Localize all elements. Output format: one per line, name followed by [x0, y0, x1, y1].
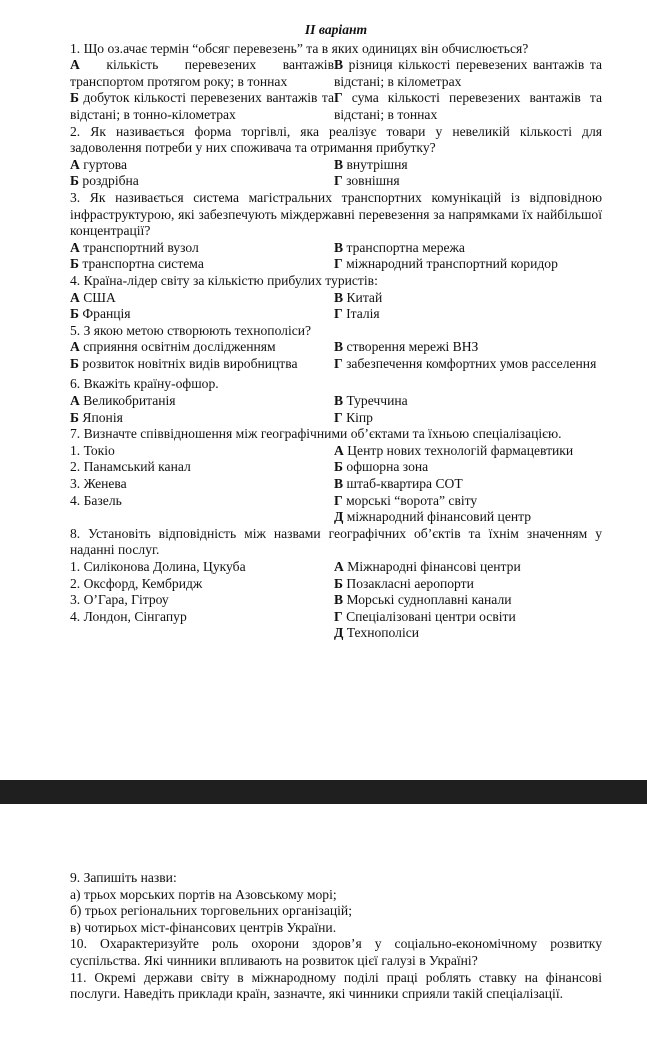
worksheet-content	[70, 22, 602, 642]
question-5-options-row-1	[70, 339, 602, 356]
question-8-match-row-4	[70, 609, 602, 626]
question-5: 5. З якою метою створюють технополіси?	[70, 322, 312, 338]
question-8-match-row-1	[70, 559, 602, 576]
q5-option-g: Г забезпечення комфортних умов расселення	[334, 355, 597, 371]
q2-option-v: В внутрішня	[334, 156, 408, 172]
q6-option-b: Б Японія	[70, 409, 123, 425]
q7-left-1: 1. Токіо	[70, 442, 115, 458]
question-1-options-row-2	[70, 90, 602, 123]
question-3: 3. Як називається система магістральних транспортних комунікацій із відповідною інфраструктурою, які забезпечують міждержавні перевезення за напрямками їх найбільшої концентрації?	[70, 189, 602, 239]
q3-option-b: Б транспортна система	[70, 256, 204, 272]
question-8-match-row-2	[70, 576, 602, 593]
q7-left-2: 2. Панамський канал	[70, 459, 191, 475]
q3-option-v: В транспортна мережа	[334, 239, 465, 255]
q6-option-v: В Туреччина	[334, 393, 408, 409]
q2-option-a: А гуртова	[70, 156, 128, 172]
question-7: 7. Визначте співвідношення між географічними об’єктами та їхньою спеціалізацією.	[70, 426, 562, 442]
q5-option-v: В створення мережі ВНЗ	[334, 339, 479, 355]
q8-left-3: 3. О’Гара, Гітроу	[70, 592, 169, 608]
q4-option-b: Б Франція	[70, 306, 131, 322]
q8-left-empty	[70, 625, 334, 642]
q1-option-g: Г сума кількості перевезених вантажів та відстані; в тоннах	[334, 90, 602, 122]
q8-right-a: А Міжнародні фінансові центри	[334, 559, 521, 574]
q2-option-b: Б роздрібна	[70, 173, 139, 189]
q7-right-v: В штаб-квартира СОТ	[334, 476, 463, 492]
q8-left-2: 2. Оксфорд, Кембридж	[70, 575, 203, 591]
question-7-match-row-1	[70, 443, 602, 460]
q3-option-a: А транспортний вузол	[70, 239, 199, 255]
question-6: 6. Вкажіть країну-офшор.	[70, 376, 219, 392]
q8-right-g: Г Спеціалізовані центри освіти	[334, 608, 516, 624]
q7-right-d: Д міжнародний фінансовий центр	[334, 509, 532, 525]
q4-option-a: А США	[70, 289, 116, 305]
question-1-options-row-1	[70, 57, 602, 90]
q9-item-a: а) трьох морських портів на Азовському морі;	[70, 886, 337, 902]
question-8-match-row-3	[70, 592, 602, 609]
worksheet-page-bottom	[0, 804, 647, 1042]
q8-left-4: 4. Лондон, Сінгапур	[70, 608, 187, 624]
q6-option-a: А Великобританія	[70, 393, 176, 409]
question-3-options-row-2	[70, 256, 602, 273]
variant-title: II варіант	[304, 22, 368, 37]
q8-left-1: 1. Силіконова Долина, Цукуба	[70, 559, 246, 574]
q5-option-a: А сприяння освітнім дослідженням	[70, 339, 276, 355]
q4-option-v: В Китай	[334, 289, 383, 305]
question-6-options-row-2	[70, 410, 602, 427]
question-3-options-row-1	[70, 240, 602, 257]
question-7-match-row-4	[70, 493, 602, 510]
question-9: 9. Запишіть назви:	[70, 870, 177, 885]
question-2-options-row-2	[70, 173, 602, 190]
worksheet-content-continued	[70, 870, 602, 1003]
q1-option-b: Б добуток кількості перевезених вантажів та відстані; в тонно-кілометрах	[70, 90, 334, 122]
q7-right-g: Г морські “ворота” світу	[334, 492, 478, 508]
q7-left-empty	[70, 509, 334, 526]
q9-item-b: б) трьох регіональних торговельних організацій;	[70, 903, 352, 919]
question-4-options-row-1	[70, 290, 602, 307]
q1-option-a: А кількість перевезених вантажів транспортом протягом року; в тоннах	[70, 57, 334, 89]
q7-left-3: 3. Женева	[70, 476, 127, 492]
question-8-match-row-5	[70, 625, 602, 642]
question-4-options-row-2	[70, 306, 602, 323]
question-7-match-row-3	[70, 476, 602, 493]
question-6-options-row-1	[70, 393, 602, 410]
page-separator-band	[0, 780, 647, 804]
question-5-options-row-2	[70, 356, 602, 373]
question-4: 4. Країна-лідер світу за кількістю прибулих туристів:	[70, 272, 378, 288]
q6-option-g: Г Кіпр	[334, 409, 373, 425]
q4-option-g: Г Італія	[334, 306, 380, 322]
question-10: 10. Охарактеризуйте роль охорони здоров’я у соціально-економічному розвитку суспільства. Які чинники впливають на розвиток цієї галузі в Україні?	[70, 936, 602, 968]
question-11: 11. Окремі держави світу в міжнародному поділі праці роблять ставку на фінансові послуги. Наведіть приклади країн, зазначте, які чинники сприяли такій спеціалізації.	[70, 969, 602, 1002]
q7-left-4: 4. Базель	[70, 492, 122, 508]
question-1: 1. Що оз.ачає термін “обсяг перевезень” та в яких одиницях він обчислюється?	[70, 40, 529, 56]
q8-right-v: В Морські судноплавні канали	[334, 592, 512, 608]
question-2: 2. Як називається форма торгівлі, яка реалізує товари у невеликій кількості для задоволення потреби у них споживача та отримання прибутку?	[70, 123, 602, 156]
q8-right-d: Д Технополіси	[334, 625, 420, 641]
q7-right-a: А Центр нових технологій фармацевтики	[334, 442, 574, 458]
q3-option-g: Г міжнародний транспортний коридор	[334, 256, 558, 272]
q9-item-v: в) чотирьох міст-фінансових центрів України.	[70, 919, 337, 935]
q5-option-b: Б розвиток новітніх видів виробництва	[70, 355, 298, 371]
question-8: 8. Установіть відповідність між назвами географічних об’єктів та їхнім значенням у наданні послуг.	[70, 525, 602, 558]
question-7-match-row-5	[70, 509, 602, 526]
q7-right-b: Б офшорна зона	[334, 459, 429, 475]
question-2-options-row-1	[70, 157, 602, 174]
q8-right-b: Б Позакласні аеропорти	[334, 575, 474, 591]
question-7-match-row-2	[70, 459, 602, 476]
q2-option-g: Г зовнішня	[334, 173, 400, 189]
q1-option-v: В різниця кількості перевезених вантажів та відстані; в кілометрах	[334, 57, 602, 89]
